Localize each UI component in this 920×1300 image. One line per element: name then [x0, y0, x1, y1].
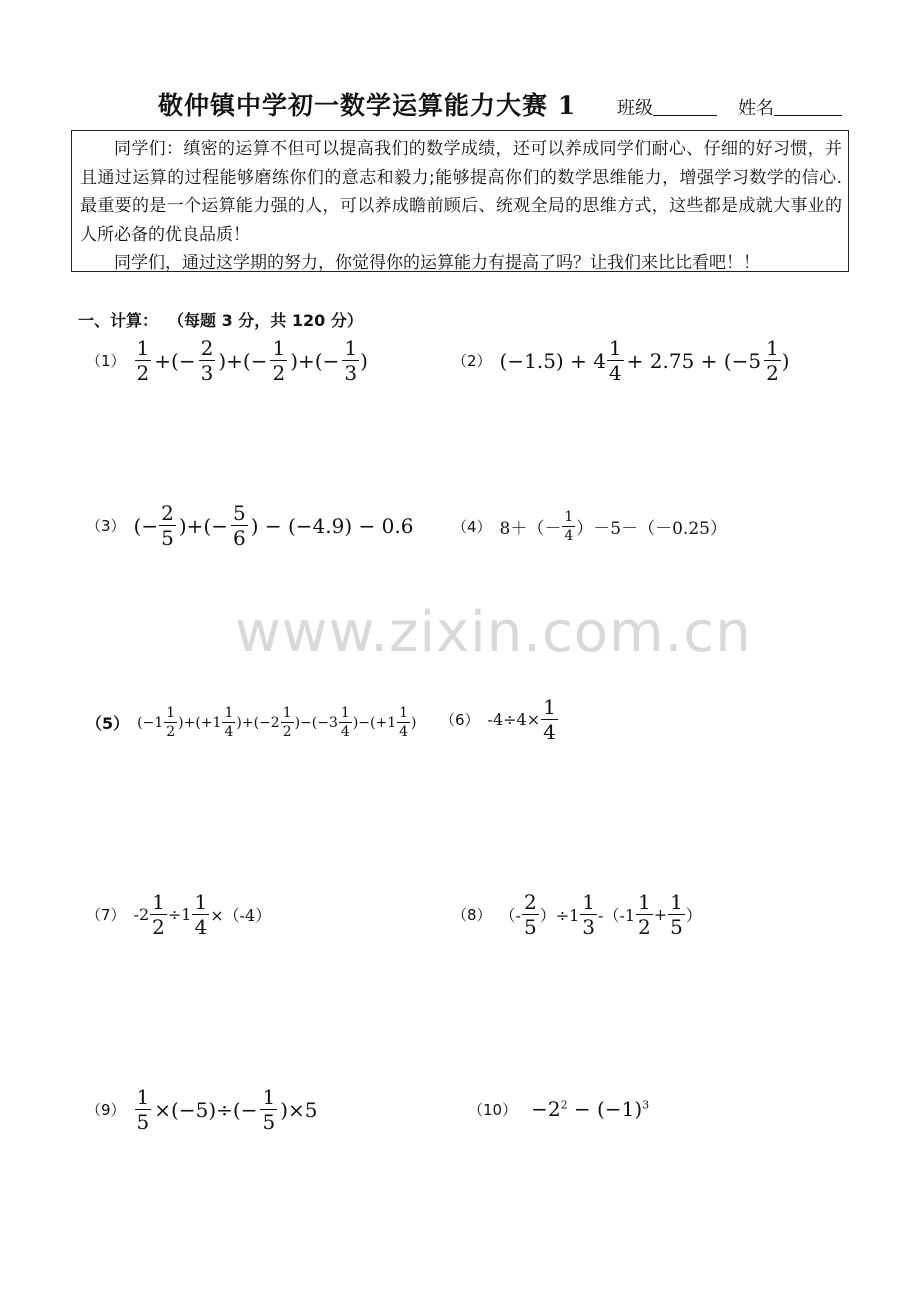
problem-1: （1） $\frac{1}{2}$ +(− $\frac{2}{3}$ )+(− $\frac{1}{2}$ )+(− $\frac{1}{3}$ ) [86, 336, 368, 385]
problem-3: （3） (− $\frac{2}{5}$ )+(− $\frac{5}{6}$ ) − (−4.9) − 0.6 [86, 501, 414, 550]
problem-number: （7） [86, 906, 126, 924]
watermark: www.zixin.com.cn [235, 600, 752, 665]
problem-8: （8） （- $\frac{2}{5}$ ）÷1 $\frac{1}{3}$ -（-1 $\frac{1}{2}$ + $\frac{1}{5}$ ） [452, 890, 702, 939]
name-field[interactable] [738, 94, 842, 120]
problem-10: （10） $-2^2 - (-1)^3$ [468, 1097, 650, 1121]
problem-number: （5） [86, 714, 130, 733]
problem-9: （9） $\frac{1}{5}$ ×(−5)÷(− $\frac{1}{5}$ )×5 [86, 1085, 318, 1134]
name-label: 姓名 [738, 98, 774, 119]
problem-6: （6） -4÷4× $\frac{1}{4}$ [440, 695, 556, 744]
intro-paragraph-1: 同学们：缜密的运算不但可以提高我们的数学成绩，还可以养成同学们耐心、仔细的好习惯，并且通过运算的过程能够磨练你们的意志和毅力;能够提高你们的数学思维能力，增强学习数学的信心. 最重要的是一个运算能力强的人，可以养成瞻前顾后、统观全局的思维方式，这些都是成就大事业的人所必备的优良品质！ [80, 139, 842, 245]
problem-number: （6） [440, 711, 480, 729]
problem-number: （3） [86, 517, 126, 535]
section-points: （每题 3 分，共 120 分） [176, 311, 363, 330]
problem-number: （10） [468, 1100, 518, 1119]
problem-7: （7） -2 $\frac{1}{2}$ ÷1 $\frac{1}{4}$ ×（-4） [86, 890, 272, 939]
class-label: 班级 [617, 98, 653, 119]
problem-number: （2） [452, 352, 492, 370]
problem-number: （4） [452, 518, 492, 536]
intro-paragraph-2: 同学们，通过这学期的努力，你觉得你的运算能力有提高了吗？让我们来比比看吧！！ [114, 253, 760, 273]
problem-number: （1） [86, 352, 126, 370]
problem-number: （8） [452, 906, 492, 924]
section-heading [78, 308, 363, 331]
problem-4: （4） 8＋（－ $\frac{1}{4}$ ）－5－（－0.25） [452, 509, 727, 544]
intro-box [71, 130, 849, 272]
page-title: 敬仲镇中学初一数学运算能力大赛 1 [158, 91, 577, 120]
section-title: 一、计算： [78, 311, 159, 330]
problem-2: （2） (−1.5) + 4 $\frac{1}{4}$ + 2.75 + (−5 $\frac{1}{2}$ ) [452, 336, 790, 385]
problem-5: （5） (−1 $\frac{1}{2}$ )+(+1 $\frac{1}{4}$ )+(−2 $\frac{1}{2}$ )−(−3 $\frac{1}{4}$ )−(+1 $\frac{1}{4}$ ) [86, 705, 417, 740]
class-field[interactable] [617, 94, 717, 120]
problem-number: （9） [86, 1101, 126, 1119]
